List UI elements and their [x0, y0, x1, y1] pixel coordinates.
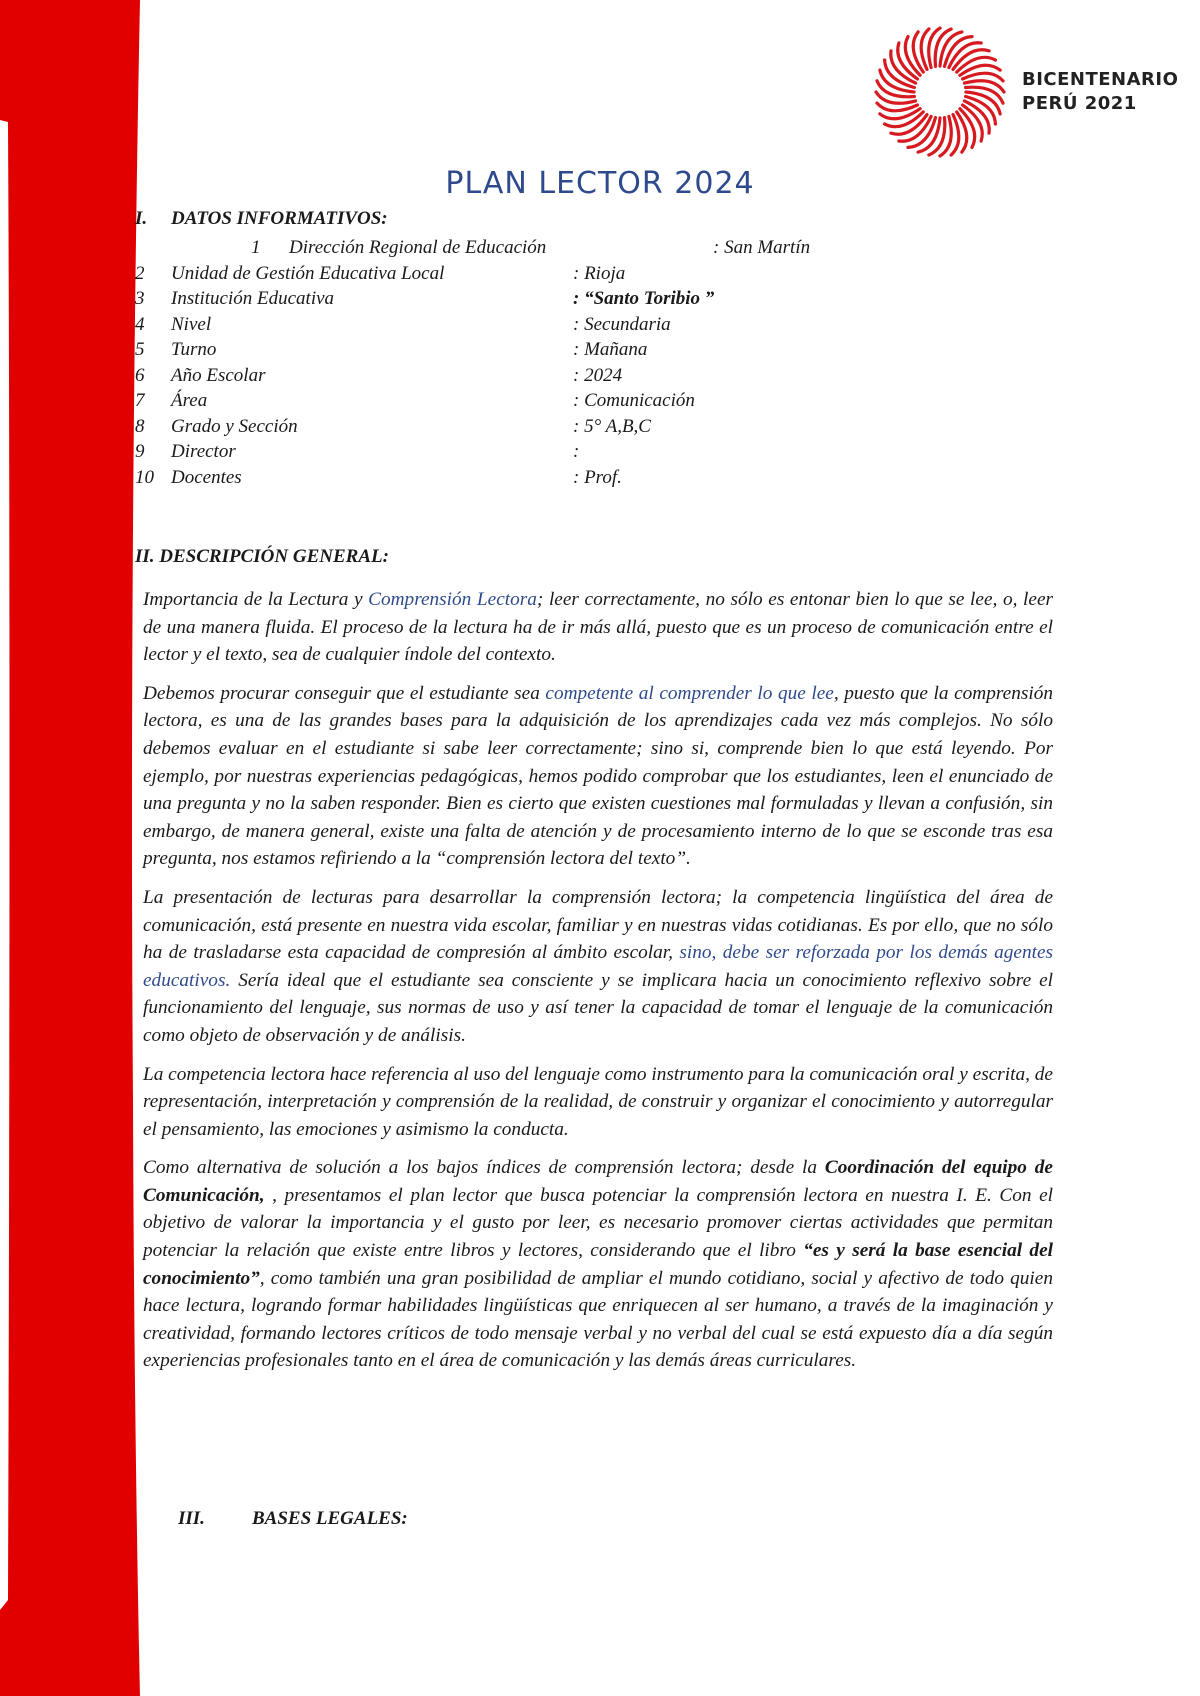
paragraph-text: Importancia de la Lectura y: [143, 589, 369, 610]
link-agentes-educativos[interactable]: sino, debe ser reforzada por los demás agentes educativos.: [143, 942, 1054, 991]
info-row: [135, 439, 875, 465]
info-row-label: Docentes: [171, 466, 242, 488]
info-row-number: 2: [135, 262, 145, 284]
info-row-number: 4: [135, 313, 145, 335]
paragraph-text: , presentamos el plan lector que busca potenciar la comprensión lectora en nuestra I. E. Con el objetivo de valorar la importancia y el gusto por leer, es necesario promover ciertas actividades que permitan potenciar la relación que existe entre libros y lectores, considerando que el libro: [143, 1184, 1053, 1262]
info-row-label: Grado y Sección: [171, 415, 298, 437]
info-row-label: Año Escolar: [171, 364, 266, 386]
logo-text: [1022, 68, 1178, 116]
info-row: [135, 388, 875, 414]
red-wave-band: [0, 0, 150, 1696]
paragraph-text: ; leer correctamente, no sólo es entonar bien lo que se lee, o, leer de una manera fluida. El proceso de la lectura ha de ir más allá, puesto que es un proceso de comunicación entre el lector y el texto, sea de cualquier índole del contexto.: [143, 589, 1054, 666]
info-row: [135, 465, 875, 491]
paragraph-3: [143, 884, 1053, 1050]
description-body: [143, 586, 1053, 1386]
paragraph-1: [143, 586, 1053, 669]
info-row: [135, 312, 875, 338]
info-row-number: 9: [135, 441, 145, 462]
logo-line-2: PERÚ 2021: [1022, 93, 1137, 114]
info-list: [135, 235, 875, 490]
info-row-value: : Mañana: [573, 339, 648, 360]
paragraph-text: Como alternativa de solución a los bajos índices de comprensión lectora; desde la: [143, 1157, 825, 1179]
info-row-value: : Secundaria: [573, 313, 671, 335]
section-1-title: DATOS INFORMATIVOS:: [171, 208, 388, 229]
info-row-number: 3: [135, 288, 145, 309]
link-competente[interactable]: competente al comprender lo que lee: [545, 682, 834, 704]
page-title: PLAN LECTOR 2024: [445, 166, 755, 201]
section-1-number: I.: [135, 208, 148, 229]
info-row-number: 5: [135, 339, 145, 360]
info-row-value: :: [573, 441, 580, 462]
section-1-heading: [135, 208, 388, 230]
emphasis-text: “es y será la base esencial del conocimiento”: [143, 1240, 1053, 1289]
paragraph-text: Sería ideal que el estudiante sea consciente y se implicara hacia un conocimiento reflexivo sobre el funcionamiento del lenguaje, sus normas de uso y así tener la capacidad de tomar el lenguaje de la comunicación como objeto de observación y de análisis.: [143, 969, 1053, 1046]
section-3-title: BASES LEGALES:: [252, 1508, 408, 1529]
info-row-value: : Rioja: [573, 262, 626, 284]
info-row-label: Unidad de Gestión Educativa Local: [171, 262, 445, 284]
info-row-value: : San Martín: [713, 237, 811, 258]
info-row: [135, 363, 875, 389]
info-row-value: : Comunicación: [573, 390, 695, 411]
info-row: [135, 261, 875, 287]
paragraph-2: [143, 680, 1053, 873]
info-row: [135, 286, 875, 312]
info-row-value: : 2024: [573, 364, 623, 386]
info-row-label: Nivel: [171, 313, 212, 335]
info-row: [135, 414, 875, 440]
paragraph-5: [143, 1154, 1053, 1375]
link-comprension-lectora[interactable]: Comprensión Lectora: [368, 589, 537, 610]
section-3-heading: [178, 1508, 408, 1530]
info-row-label: Dirección Regional de Educación: [289, 237, 547, 258]
section-3-number: III.: [178, 1508, 205, 1529]
paragraph-text: Debemos procurar conseguir que el estudiante sea: [143, 682, 546, 704]
info-row-label: Turno: [171, 339, 217, 360]
info-row-number: 1: [251, 237, 261, 258]
paragraph-4: La competencia lectora hace referencia al uso del lenguaje como instrumento para la comunicación oral y escrita, de representación, interpretación y comprensión de la realidad, de construir y organizar el conocimiento y autorregular el pensamiento, las emociones y asimismo la conducta.: [143, 1063, 1053, 1140]
info-row-label: Institución Educativa: [171, 288, 335, 309]
paragraph-text: , puesto que la comprensión lectora, es una de las grandes bases para la adquisición de los aprendizajes cada vez más complejos. No sólo debemos evaluar en el estudiante si sabe leer correctamente; sino si, comprende bien lo que está leyendo. Por ejemplo, por nuestras experiencias pedagógicas, hemos podido comprobar que los estudiantes, leen el enunciado de una pregunta y no la saben responder. Bien es cierto que existen cuestiones mal formuladas y llevan a confusión, sin embargo, de manera general, existe una falta de atención y de procesamiento interno de lo que se esconde tras esa pregunta, nos estamos refiriendo a la “comprensión lectora del texto”.: [143, 682, 1053, 870]
info-row-value: : Prof.: [573, 466, 622, 488]
info-row-number: 7: [135, 390, 145, 411]
info-row: [135, 235, 875, 261]
info-row-value: : 5° A,B,C: [573, 415, 651, 437]
emphasis-text: Coordinación del equipo de Comunicación,: [143, 1157, 1053, 1206]
sun-emblem-icon: [870, 22, 1010, 162]
info-row: [135, 337, 875, 363]
info-row-number: 10: [135, 466, 154, 488]
paragraph-text: , como también una gran posibilidad de ampliar el mundo cotidiano, social y afectivo de todo quien hace lectura, logrando formar habilidades lingüísticas que enriquecen al ser humano, a través de la imaginación y creatividad, formando lectores críticos de todo mensaje verbal y no verbal del cual se está expuesto día a día según experiencias profesionales tanto en el área de comunicación y las demás áreas curriculares.: [143, 1267, 1053, 1372]
info-row-label: Área: [171, 390, 208, 411]
section-2-heading: II. DESCRIPCIÓN GENERAL:: [135, 546, 389, 567]
info-row-label: Director: [171, 441, 236, 462]
paragraph-text: La presentación de lecturas para desarrollar la comprensión lectora; la competencia lingüística del área de comunicación, está presente en nuestra vida escolar, familiar y en nuestras vidas cotidianas. Es por ello, que no sólo ha de trasladarse esta capacidad de compresión al ámbito escolar,: [143, 886, 1053, 964]
info-row-value: : “Santo Toribio ”: [573, 288, 715, 309]
info-row-number: 8: [135, 415, 145, 437]
info-row-number: 6: [135, 364, 145, 386]
logo-line-1: BICENTENARIO: [1022, 69, 1179, 90]
